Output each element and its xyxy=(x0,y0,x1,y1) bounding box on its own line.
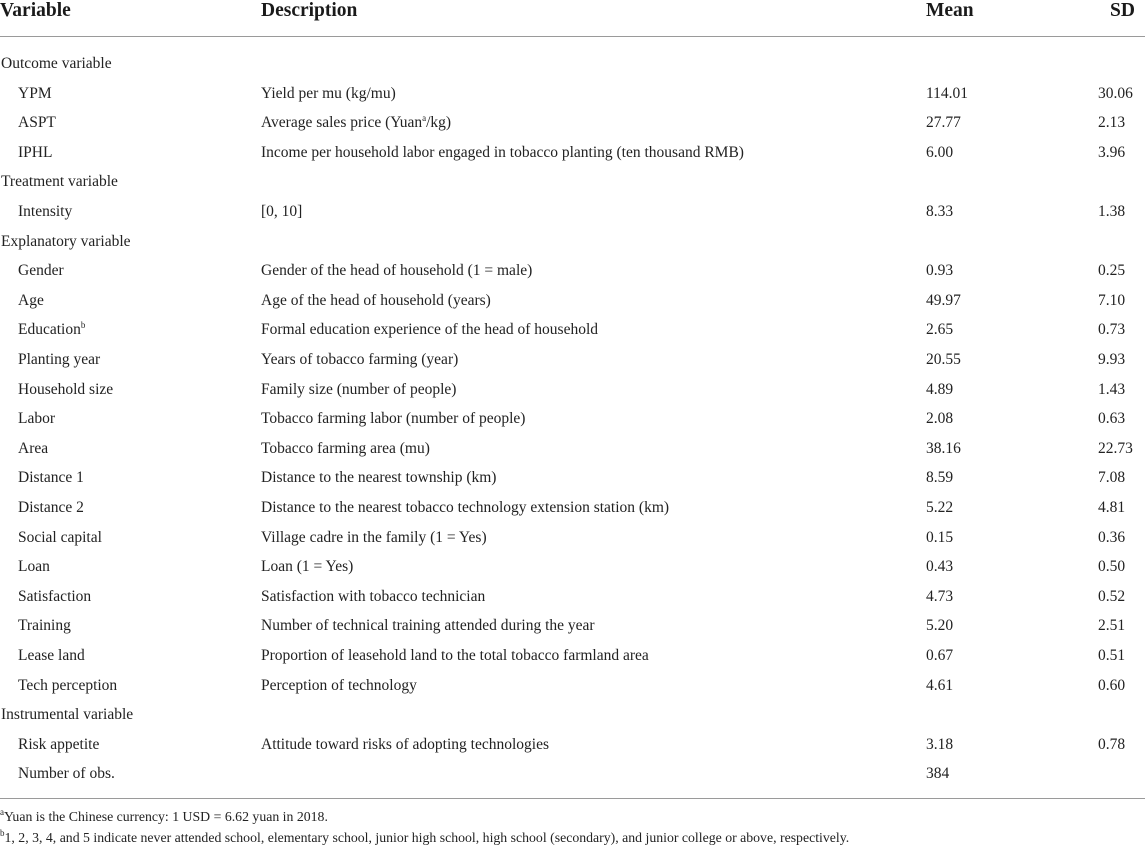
description-cell xyxy=(261,113,451,133)
description-text: /kg) xyxy=(426,114,452,132)
variable-cell xyxy=(18,735,99,755)
mean-cell: 4.73 xyxy=(926,587,954,605)
table-row xyxy=(0,468,1145,498)
mean-cell: 20.55 xyxy=(926,351,961,368)
table-row xyxy=(0,735,1145,765)
mean-cell: 3.18 xyxy=(926,735,954,753)
variable-cell xyxy=(18,350,100,370)
bottom-rule xyxy=(0,798,1145,799)
variable-text: Area xyxy=(18,439,49,457)
table-row xyxy=(0,380,1145,410)
section-row xyxy=(0,232,1145,262)
variable-text: Tech perception xyxy=(18,676,118,694)
header-rule xyxy=(0,36,1145,37)
variable-cell xyxy=(18,557,50,577)
mean-cell: 8.59 xyxy=(926,469,954,487)
mean-cell: 38.16 xyxy=(926,439,961,457)
footnote-mark: b xyxy=(80,320,86,331)
variable-text: Gender xyxy=(18,262,64,280)
description-cell: [0, 10] xyxy=(261,203,303,220)
variable-cell xyxy=(18,468,84,488)
column-header-mean: Mean xyxy=(926,0,974,21)
variable-text: Education xyxy=(18,321,81,339)
table-row xyxy=(0,764,1145,794)
sd-cell: 30.06 xyxy=(1098,84,1133,102)
variable-text: Distance 1 xyxy=(18,469,84,487)
mean-cell: 8.33 xyxy=(926,203,954,220)
section-row xyxy=(0,705,1145,735)
variable-text: IPHL xyxy=(18,143,53,161)
description-cell: Village cadre in the family (1 = Yes) xyxy=(261,528,487,546)
table-row xyxy=(0,143,1145,173)
variable-cell xyxy=(18,320,85,340)
sd-cell: 0.36 xyxy=(1098,528,1126,546)
table-row xyxy=(0,202,1145,232)
mean-cell: 2.65 xyxy=(926,321,954,339)
description-cell: Tobacco farming area (mu) xyxy=(261,439,430,457)
sd-cell: 0.51 xyxy=(1098,647,1126,664)
footnote-text: Yuan is the Chinese currency: 1 USD = 6.62 yuan in 2018. xyxy=(4,809,328,824)
sd-cell: 0.60 xyxy=(1098,676,1126,694)
variable-cell xyxy=(18,676,117,696)
variable-cell xyxy=(18,587,91,607)
variable-cell xyxy=(18,113,56,133)
mean-cell: 49.97 xyxy=(926,291,961,309)
sd-cell: 9.93 xyxy=(1098,351,1126,368)
description-cell: Satisfaction with tobacco technician xyxy=(261,587,486,605)
footnote-a xyxy=(0,808,328,826)
mean-cell: 2.08 xyxy=(926,410,954,428)
description-cell: Years of tobacco farming (year) xyxy=(261,351,459,368)
sd-cell: 2.13 xyxy=(1098,114,1126,132)
variable-text: Loan xyxy=(18,558,50,576)
table-row xyxy=(0,646,1145,676)
sd-cell: 2.51 xyxy=(1098,617,1126,635)
variable-cell xyxy=(18,646,85,666)
mean-cell: 4.61 xyxy=(926,676,954,694)
variable-text: Planting year xyxy=(18,351,101,368)
footnote-mark: a xyxy=(0,807,4,817)
mean-cell: 0.15 xyxy=(926,528,954,546)
section-row xyxy=(0,54,1145,84)
sd-cell: 7.08 xyxy=(1098,469,1126,487)
table-row xyxy=(0,409,1145,439)
table-row xyxy=(0,439,1145,469)
section-label: Outcome variable xyxy=(1,55,112,72)
description-cell: Distance to the nearest tobacco technology extension station (km) xyxy=(261,499,670,516)
sd-cell: 0.50 xyxy=(1098,558,1126,576)
section-row xyxy=(0,172,1145,202)
variable-cell xyxy=(18,498,84,518)
sd-cell: 7.10 xyxy=(1098,291,1126,309)
description-cell: Proportion of leasehold land to the total tobacco farmland area xyxy=(261,647,649,664)
description-cell: Perception of technology xyxy=(261,676,417,694)
footnote-mark: a xyxy=(422,113,427,124)
variable-text: Intensity xyxy=(18,203,73,220)
table-row xyxy=(0,320,1145,350)
variable-cell xyxy=(18,84,52,104)
variable-text: Risk appetite xyxy=(18,735,100,753)
variable-text: Number of obs. xyxy=(18,765,115,783)
sd-cell: 1.38 xyxy=(1098,203,1126,220)
variable-text: YPM xyxy=(18,84,52,102)
mean-cell: 114.01 xyxy=(926,84,969,102)
mean-cell: 0.93 xyxy=(926,262,954,280)
variable-text: Social capital xyxy=(18,528,102,546)
sd-cell: 0.78 xyxy=(1098,735,1126,753)
description-cell: Income per household labor engaged in tobacco planting (ten thousand RMB) xyxy=(261,143,744,161)
mean-cell: 4.89 xyxy=(926,380,954,398)
table-row xyxy=(0,557,1145,587)
description-cell: Formal education experience of the head of household xyxy=(261,321,599,339)
variable-cell xyxy=(18,143,52,163)
variable-cell xyxy=(18,616,71,636)
footnote-mark: b xyxy=(0,828,5,838)
mean-cell: 0.67 xyxy=(926,647,954,664)
column-header-description: Description xyxy=(261,0,358,21)
description-cell: Tobacco farming labor (number of people) xyxy=(261,410,526,428)
variable-cell xyxy=(18,261,64,281)
table-row xyxy=(0,291,1145,321)
column-header-variable: Variable xyxy=(0,0,71,21)
table-header xyxy=(0,0,1145,35)
column-header-sd: SD xyxy=(1110,0,1135,21)
table-row xyxy=(0,587,1145,617)
table-row xyxy=(0,498,1145,528)
footnote-b xyxy=(0,829,849,847)
mean-cell: 5.20 xyxy=(926,617,954,635)
table-row xyxy=(0,528,1145,558)
description-cell: Attitude toward risks of adopting technologies xyxy=(261,735,549,753)
table-row xyxy=(0,84,1145,114)
variable-cell xyxy=(18,291,44,311)
variable-text: ASPT xyxy=(18,114,56,132)
mean-cell: 0.43 xyxy=(926,558,954,576)
variable-text: Satisfaction xyxy=(18,587,92,605)
mean-cell: 6.00 xyxy=(926,143,954,161)
table-row xyxy=(0,113,1145,143)
sd-cell: 0.73 xyxy=(1098,321,1126,339)
variable-text: Age xyxy=(18,291,44,309)
variable-text: Household size xyxy=(18,380,114,398)
sd-cell: 22.73 xyxy=(1098,439,1133,457)
description-cell: Yield per mu (kg/mu) xyxy=(261,84,396,102)
variable-cell xyxy=(18,764,115,784)
mean-cell: 5.22 xyxy=(926,499,954,516)
description-cell: Distance to the nearest township (km) xyxy=(261,469,497,487)
sd-cell: 0.25 xyxy=(1098,262,1126,280)
sd-cell: 3.96 xyxy=(1098,143,1126,161)
mean-cell: 384 xyxy=(926,765,950,783)
sd-cell: 0.52 xyxy=(1098,587,1126,605)
description-cell: Loan (1 = Yes) xyxy=(261,558,354,576)
section-label: Treatment variable xyxy=(1,173,118,191)
variable-text: Lease land xyxy=(18,647,85,664)
description-cell: Age of the head of household (years) xyxy=(261,291,491,309)
table-row xyxy=(0,350,1145,380)
footnote-text: 1, 2, 3, 4, and 5 indicate never attended school, elementary school, junior high school, high school (secondary), and junior college or above, respectively. xyxy=(4,830,850,845)
variable-text: Distance 2 xyxy=(18,499,84,516)
description-text: Average sales price (Yuan xyxy=(261,114,423,132)
description-cell: Gender of the head of household (1 = male) xyxy=(261,262,533,280)
variable-text: Training xyxy=(18,617,71,635)
sd-cell: 4.81 xyxy=(1098,499,1126,516)
section-label: Instrumental variable xyxy=(1,706,134,724)
sd-cell: 0.63 xyxy=(1098,410,1126,428)
table-row xyxy=(0,261,1145,291)
description-cell: Number of technical training attended during the year xyxy=(261,617,595,635)
table-row xyxy=(0,676,1145,706)
variable-cell xyxy=(18,528,102,548)
variable-cell xyxy=(18,439,48,459)
description-cell: Family size (number of people) xyxy=(261,380,457,398)
table-row xyxy=(0,616,1145,646)
section-label: Explanatory variable xyxy=(1,232,131,250)
sd-cell: 1.43 xyxy=(1098,380,1126,398)
variable-cell xyxy=(18,380,113,400)
variable-cell xyxy=(18,202,72,222)
mean-cell: 27.77 xyxy=(926,114,961,132)
variable-cell xyxy=(18,409,55,429)
variable-text: Labor xyxy=(18,410,56,428)
